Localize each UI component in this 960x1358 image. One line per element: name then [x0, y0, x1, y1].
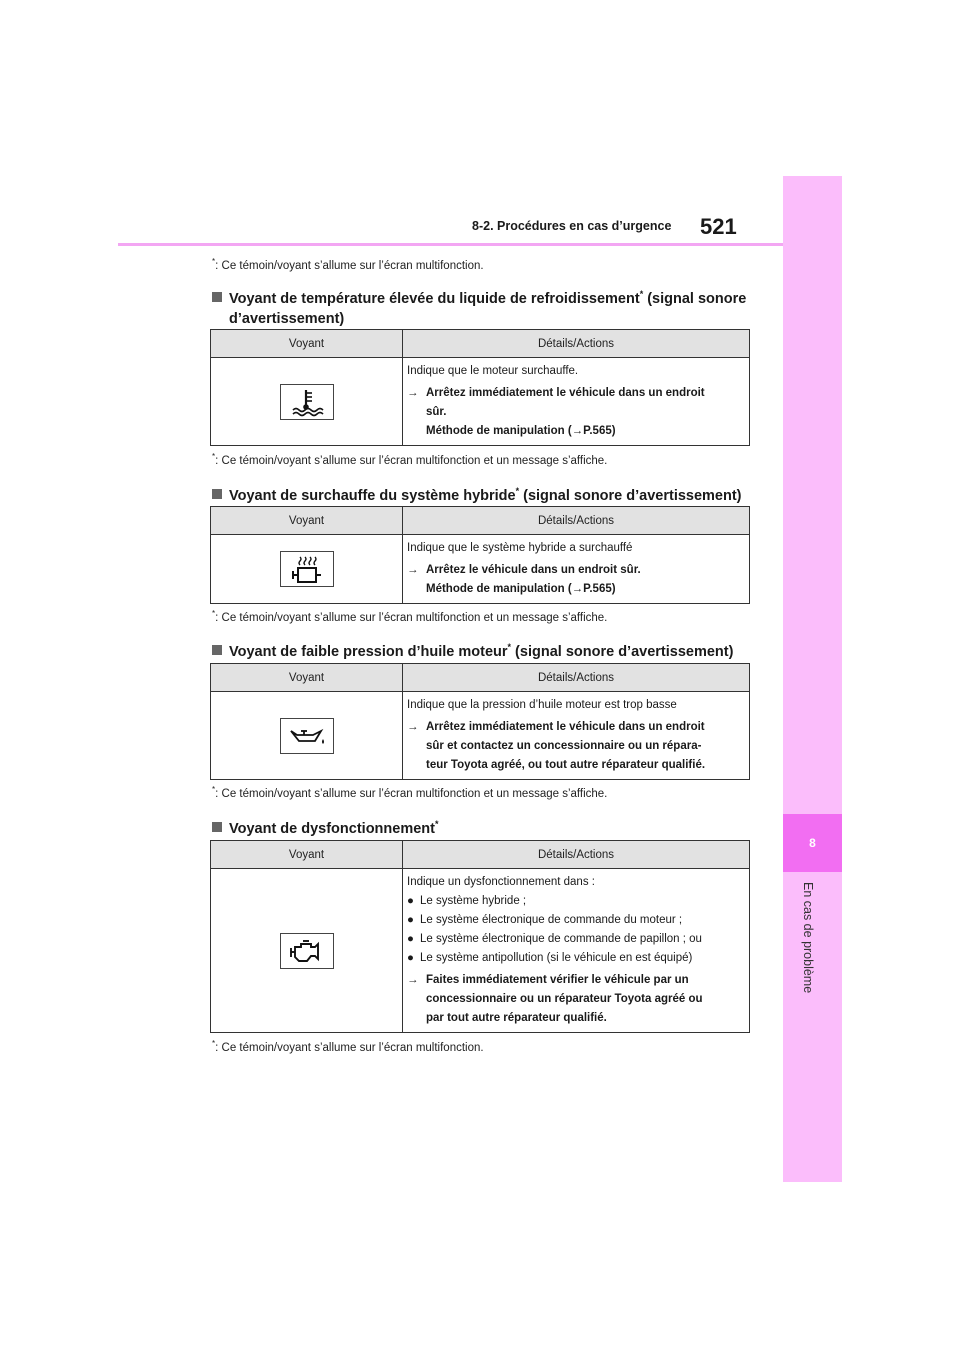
chapter-number: 8	[783, 814, 842, 872]
section-heading-malfunction: Voyant de dysfonctionnement*	[212, 814, 752, 839]
footnote: *: Ce témoin/voyant s’allume sur l’écran multifonction.	[212, 1039, 484, 1054]
footnote: *: Ce témoin/voyant s’allume sur l’écran multifonction et un message s’affiche.	[212, 452, 608, 467]
column-header-details: Détails/Actions	[403, 841, 750, 869]
warning-table-hybrid-overheat	[210, 506, 750, 604]
section-title: 8-2. Procédures en cas d’urgence	[472, 219, 672, 233]
list-item: ● Le système électronique de commande de papillon ; ou	[407, 933, 702, 945]
warning-table-oil-pressure	[210, 663, 750, 780]
warning-table-malfunction	[210, 840, 750, 1033]
detail-text: Indique un dysfonctionnement dans :	[407, 876, 595, 888]
list-item: ● Le système antipollution (si le véhicule en est équipé)	[407, 952, 693, 964]
heading-square-marker	[212, 489, 222, 499]
section-heading-coolant: Voyant de température élevée du liquide de refroidissement* (signal sonore d’avertissement)	[212, 284, 752, 329]
action-text: → Arrêtez immédiatement le véhicule dans un endroit sûr. Méthode de manipulation (→P.565)	[407, 387, 705, 437]
detail-text: Indique que la pression d’huile moteur est trop basse	[407, 699, 677, 711]
action-text: → Arrêtez le véhicule dans un endroit sûr. Méthode de manipulation (→P.565)	[407, 564, 641, 595]
column-header-voyant: Voyant	[211, 330, 403, 358]
column-header-details: Détails/Actions	[403, 664, 750, 692]
chapter-label: En cas de problème	[801, 882, 815, 994]
footnote: *: Ce témoin/voyant s’allume sur l’écran multifonction.	[212, 257, 484, 272]
footnote: *: Ce témoin/voyant s’allume sur l’écran multifonction et un message s’affiche.	[212, 609, 608, 624]
column-header-details: Détails/Actions	[403, 330, 750, 358]
detail-text: Indique que le moteur surchauffe.	[407, 365, 579, 377]
warning-table-coolant	[210, 329, 750, 446]
heading-square-marker	[212, 822, 222, 832]
chapter-side-tab	[783, 176, 842, 1182]
oil-pressure-icon	[280, 718, 334, 754]
section-heading-hybrid-overheat: Voyant de surchauffe du système hybride* (signal sonore d’avertissement)	[212, 481, 752, 506]
action-text: → Arrêtez immédiatement le véhicule dans un endroit sûr et contactez un concessionnaire ou un répara- teur Toyota agréé, ou tout autre réparateur qualifié.	[407, 721, 706, 771]
column-header-voyant: Voyant	[211, 664, 403, 692]
heading-square-marker	[212, 645, 222, 655]
column-header-voyant: Voyant	[211, 507, 403, 535]
detail-text: Indique que le système hybride a surchauffé	[407, 542, 633, 554]
column-header-voyant: Voyant	[211, 841, 403, 869]
check-engine-icon	[280, 933, 334, 969]
heading-square-marker	[212, 292, 222, 302]
column-header-details: Détails/Actions	[403, 507, 750, 535]
action-text: → Faites immédiatement vérifier le véhicule par un concessionnaire ou un réparateur Toyota agréé ou par tout autre réparateur qualifié.	[407, 974, 703, 1024]
header-rule	[118, 243, 783, 246]
section-heading-oil-pressure: Voyant de faible pression d’huile moteur* (signal sonore d’avertissement)	[212, 637, 752, 662]
list-item: ● Le système électronique de commande du moteur ;	[407, 914, 683, 926]
coolant-temperature-icon	[280, 384, 334, 420]
list-item: ● Le système hybride ;	[407, 895, 527, 907]
footnote: *: Ce témoin/voyant s’allume sur l’écran multifonction et un message s’affiche.	[212, 785, 608, 800]
page-number: 521	[700, 214, 737, 239]
hybrid-system-overheat-icon	[280, 551, 334, 587]
